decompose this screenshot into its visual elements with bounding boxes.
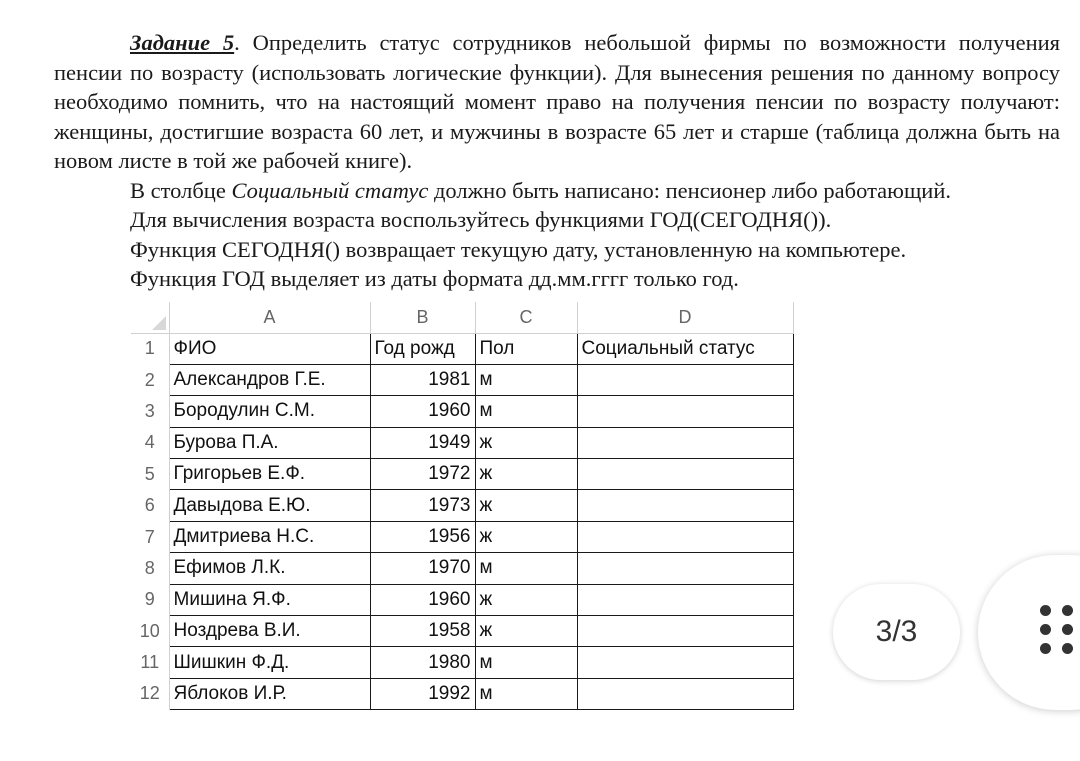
column-header-a[interactable]: A [169, 302, 370, 333]
cell-year[interactable]: 1981 [370, 364, 475, 395]
cell-sex[interactable]: ж [475, 427, 577, 458]
cell-year[interactable]: 1956 [370, 521, 475, 552]
cell-sex[interactable]: м [475, 364, 577, 395]
cell-sex[interactable]: м [475, 678, 577, 709]
task-title: Задание 5 [130, 30, 235, 55]
task-line-status-start: В столбце [130, 177, 232, 203]
task-line-status [130, 176, 1060, 206]
cell-fio[interactable]: Ноздрева В.И. [169, 616, 370, 647]
cell-status[interactable] [577, 364, 793, 395]
cell-fio[interactable]: Ефимов Л.К. [169, 553, 370, 584]
cell-status[interactable] [577, 678, 793, 709]
column-header-b[interactable]: B [370, 302, 475, 333]
cell-sex[interactable]: ж [475, 459, 577, 490]
table-row [131, 396, 793, 427]
row-number[interactable]: 12 [131, 678, 169, 709]
cell-status[interactable] [577, 584, 793, 615]
cell-year[interactable]: 1960 [370, 584, 475, 615]
cell-sex[interactable]: ж [475, 490, 577, 521]
cell-status[interactable] [577, 459, 793, 490]
table-row [131, 584, 793, 615]
task-line-year: Функция ГОД выделяет из даты формата дд.мм.гггг только год. [130, 266, 739, 291]
cell-fio[interactable]: Шишкин Ф.Д. [169, 647, 370, 678]
cell-status[interactable] [577, 521, 793, 552]
cell-year[interactable]: 1958 [370, 616, 475, 647]
table-row [131, 364, 793, 395]
table-row [131, 553, 793, 584]
task-line-today: Функция СЕГОДНЯ() возвращает текущую дату, установленную на компьютере. [130, 236, 907, 262]
cell-year[interactable]: 1992 [370, 678, 475, 709]
cell-sex[interactable]: м [475, 396, 577, 427]
cell-year[interactable]: 1970 [370, 553, 475, 584]
row-number[interactable]: 4 [131, 427, 169, 458]
cell-status[interactable] [577, 616, 793, 647]
spreadsheet-table [131, 302, 794, 710]
task-intro: . Определить статус сотрудников небольшой фирмы по возможности получения пенсии по возрасту (использовать логические функции). Для вынесения решения по данному вопросу необходимо помнить, что на настоящий момент право на получения пенсии по возрасту получают: женщины, достигшие возраста 60 лет, и мужчины в возрасте 65 лет и старше (таблица должна быть на новом листе в той же рабочей книге). [54, 30, 1060, 173]
row-number[interactable]: 7 [131, 521, 169, 552]
table-header-row [131, 333, 793, 364]
cell-year[interactable]: 1973 [370, 490, 475, 521]
table-row [131, 427, 793, 458]
cell-sex[interactable]: ж [475, 616, 577, 647]
row-number[interactable]: 5 [131, 459, 169, 490]
cell-sex[interactable]: м [475, 647, 577, 678]
cell-year[interactable]: 1972 [370, 459, 475, 490]
row-number[interactable]: 9 [131, 584, 169, 615]
header-cell-sex[interactable]: Пол [475, 333, 577, 364]
row-number[interactable]: 6 [131, 490, 169, 521]
row-number[interactable]: 2 [131, 364, 169, 395]
table-row [131, 647, 793, 678]
column-header-d[interactable]: D [577, 302, 793, 333]
menu-button[interactable] [978, 555, 1080, 710]
page-indicator: 3/3 [833, 584, 960, 680]
row-number[interactable]: 11 [131, 647, 169, 678]
cell-fio[interactable]: Давыдова Е.Ю. [169, 490, 370, 521]
dots-grid-icon [1040, 605, 1080, 655]
cell-status[interactable] [577, 647, 793, 678]
cell-year[interactable]: 1949 [370, 427, 475, 458]
row-number[interactable]: 1 [131, 333, 169, 364]
row-number[interactable]: 8 [131, 553, 169, 584]
cell-fio[interactable]: Мишина Я.Ф. [169, 584, 370, 615]
cell-status[interactable] [577, 396, 793, 427]
table-row [131, 459, 793, 490]
task-line-age: Для вычисления возраста воспользуйтесь функциями ГОД(СЕГОДНЯ()). [130, 207, 832, 232]
header-cell-year[interactable]: Год рожд [370, 333, 475, 364]
cell-status[interactable] [577, 490, 793, 521]
table-row [131, 678, 793, 709]
cell-status[interactable] [577, 553, 793, 584]
cell-fio[interactable]: Яблоков И.Р. [169, 678, 370, 709]
cell-year[interactable]: 1980 [370, 647, 475, 678]
task-paragraph [54, 28, 1060, 176]
row-number[interactable]: 10 [131, 616, 169, 647]
cell-sex[interactable]: ж [475, 584, 577, 615]
table-row [131, 521, 793, 552]
column-header-row [131, 302, 793, 333]
table-row [131, 490, 793, 521]
cell-fio[interactable]: Александров Г.Е. [169, 364, 370, 395]
task-text [54, 28, 1060, 294]
header-cell-fio[interactable]: ФИО [169, 333, 370, 364]
cell-fio[interactable]: Бородулин С.М. [169, 396, 370, 427]
column-header-c[interactable]: C [475, 302, 577, 333]
cell-status[interactable] [577, 427, 793, 458]
cell-sex[interactable]: ж [475, 521, 577, 552]
cell-fio[interactable]: Бурова П.А. [169, 427, 370, 458]
cell-year[interactable]: 1960 [370, 396, 475, 427]
task-line-status-end: должно быть написано: пенсионер либо работающий. [428, 177, 952, 203]
cell-fio[interactable]: Дмитриева Н.С. [169, 521, 370, 552]
table-row [131, 616, 793, 647]
row-number[interactable]: 3 [131, 396, 169, 427]
select-all-corner[interactable] [131, 302, 169, 333]
cell-sex[interactable]: м [475, 553, 577, 584]
header-cell-status[interactable]: Социальный статус [577, 333, 793, 364]
cell-fio[interactable]: Григорьев Е.Ф. [169, 459, 370, 490]
task-line-status-column: Социальный статус [231, 177, 429, 203]
